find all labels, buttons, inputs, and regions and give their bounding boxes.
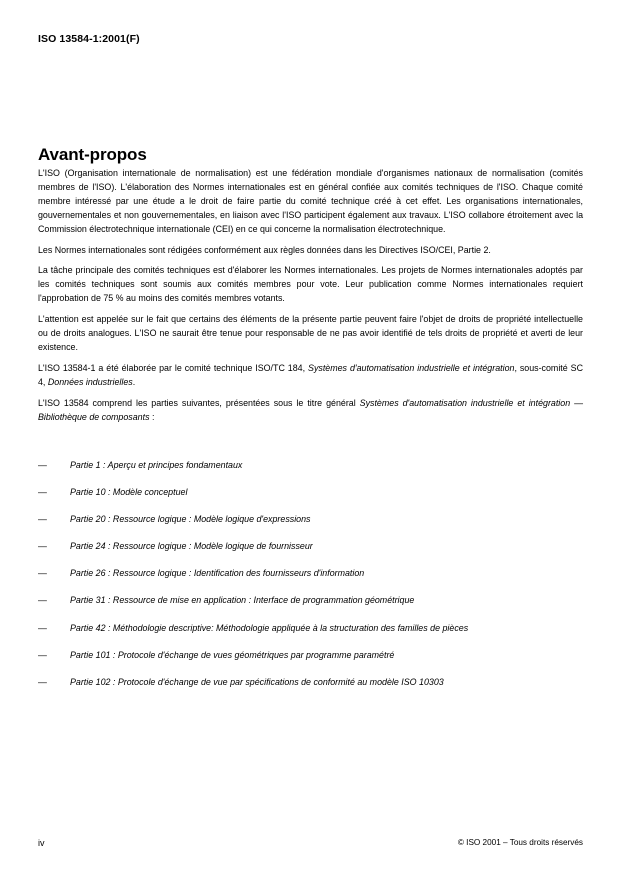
em-dash-bullet-icon: — xyxy=(38,460,47,470)
copyright-notice: © ISO 2001 – Tous droits réservés xyxy=(457,838,583,847)
running-head: ISO 13584-1:2001(F) xyxy=(38,33,140,45)
list-item xyxy=(38,649,583,663)
attribution-lead-text: L'ISO 13584-1 a été élaborée par le comité technique ISO/TC 184, xyxy=(38,362,309,373)
committee-title-italic: Systèmes d'automatisation industrielle et intégration xyxy=(308,362,515,373)
list-item xyxy=(38,622,583,636)
list-item-label: Partie 31 : Ressource de mise en application : Interface de programmation géométrique xyxy=(70,595,415,606)
list-item-label: Partie 20 : Ressource logique : Modèle logique d'expressions xyxy=(70,514,311,525)
paragraph-text: L'ISO (Organisation internationale de normalisation) est une fédération mondiale d'organismes nationaux de normalisation (comités membres de l'ISO). L'élaboration des Normes internationales est en général confiée aux comités techniques de l'ISO. Chaque comité membre intéressé par une étude a le droit de faire partie du comité technique créé à cet effet. Les organisations internationales, gouvernementales et non gouvernementales, en liaison avec l'ISO participent également aux travaux. L'ISO collabore étroitement avec la Commission électrotechnique internationale (CEI) en ce qui concerne la normalisation électrotechnique. xyxy=(38,168,583,234)
list-item xyxy=(38,459,583,473)
paragraph-directives xyxy=(38,244,583,258)
em-dash-bullet-icon: — xyxy=(38,622,47,633)
list-item-label: Partie 1 : Aperçu et principes fondamentaux xyxy=(70,460,243,470)
attribution-mid-text: , sous-comité SC 4, xyxy=(38,362,583,387)
list-item-label: Partie 26 : Ressource logique : Identification des fournisseurs d'information xyxy=(70,568,365,579)
parts-list xyxy=(38,459,583,703)
foreword-body xyxy=(38,167,583,425)
list-item-label: Partie 24 : Ressource logique : Modèle logique de fournisseur xyxy=(70,541,313,552)
em-dash-bullet-icon: — xyxy=(38,514,47,525)
parts-intro-end-text: : xyxy=(149,411,155,422)
subcommittee-title-italic: Données industrielles xyxy=(47,376,133,387)
list-item xyxy=(38,486,583,500)
list-item-label: Partie 10 : Modèle conceptuel xyxy=(70,487,188,498)
paragraph-iso-description xyxy=(38,167,583,237)
paragraph-voting xyxy=(38,264,583,306)
list-item-label: Partie 101 : Protocole d'échange de vues géométriques par programme paramétré xyxy=(70,649,395,660)
paragraph-patent-notice xyxy=(38,313,583,355)
em-dash-bullet-icon: — xyxy=(38,676,47,687)
paragraph-parts-intro xyxy=(38,397,583,425)
paragraph-text: L'attention est appelée sur le fait que certains des éléments de la présente partie peuvent faire l'objet de droits de propriété intellectuelle ou de droits analogues. L'ISO ne saurait être tenue pour responsable de ne pas avoir identifié de tels droits de propriété et averti de leur existence. xyxy=(38,314,583,352)
list-item-label: Partie 102 : Protocole d'échange de vue par spécifications de conformité au modèle ISO 10303 xyxy=(70,676,444,687)
list-item xyxy=(38,676,583,690)
em-dash-bullet-icon: — xyxy=(38,487,47,498)
list-item-label: Partie 42 : Méthodologie descriptive: Méthodologie appliquée à la structuration des familles de pièces xyxy=(70,622,469,633)
em-dash-bullet-icon: — xyxy=(38,568,47,579)
page-title: Avant-propos xyxy=(38,145,147,165)
list-item xyxy=(38,540,583,554)
general-title-italic: Systèmes d'automatisation industrielle et intégration — Bibliothèque de composants xyxy=(38,397,583,422)
parts-intro-lead-text: L'ISO 13584 comprend les parties suivantes, présentées sous le titre général xyxy=(38,397,360,408)
list-item xyxy=(38,513,583,527)
em-dash-bullet-icon: — xyxy=(38,541,47,552)
em-dash-bullet-icon: — xyxy=(38,595,47,606)
paragraph-text: Les Normes internationales sont rédigées conformément aux règles données dans les Directives ISO/CEI, Partie 2. xyxy=(38,244,491,255)
paragraph-text: La tâche principale des comités techniques est d'élaborer les Normes internationales. Les projets de Normes internationales adoptés par les comités techniques sont soumis aux comités membres pour vote. Leur publication comme Normes internationales requiert l'approbation de 75 % au moins des comités membres votants. xyxy=(38,265,583,304)
list-item xyxy=(38,594,583,608)
paragraph-committee-attribution xyxy=(38,362,583,390)
page-number: iv xyxy=(38,838,45,848)
attribution-end-text: . xyxy=(132,376,136,387)
em-dash-bullet-icon: — xyxy=(38,649,47,660)
list-item xyxy=(38,567,583,581)
